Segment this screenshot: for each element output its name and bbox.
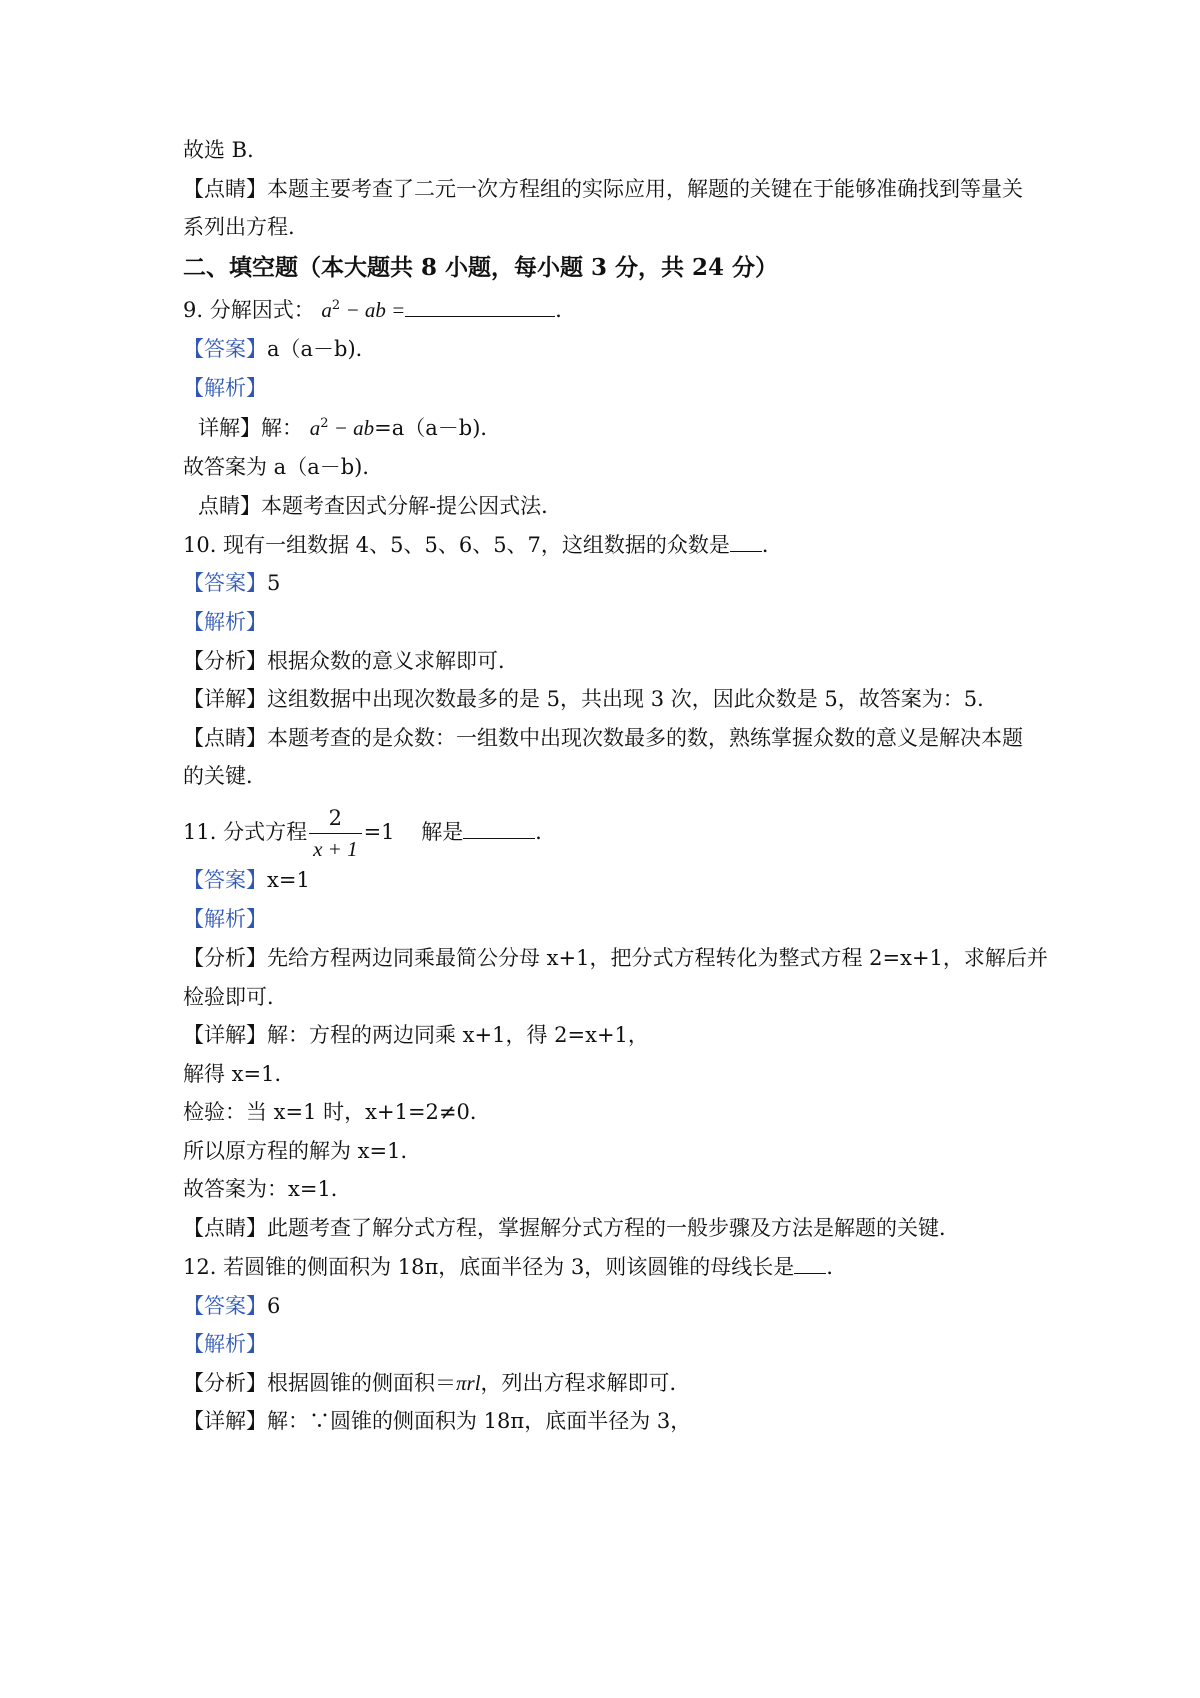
- analysis-label: 【解析】: [183, 1332, 267, 1356]
- step-line: 故答案为：x=1．: [183, 1177, 352, 1201]
- analysis-label: 【解析】: [183, 907, 267, 931]
- question-9: 9. 分解因式： $a^2$ − ab = ．: [183, 298, 577, 322]
- detail-line: 【详解】解：∵圆锥的侧面积为 18π，底面半径为 3，: [183, 1409, 692, 1433]
- detail-line: 详解】解： $a^2 - ab=a(a-b)$．: [198, 416, 502, 440]
- question-12: 12. 若圆锥的侧面积为 18π，底面半径为 3，则该圆锥的母线长是 ．: [183, 1255, 848, 1279]
- analysis-line: [183, 608, 267, 636]
- comment-label: 【点睛】: [183, 177, 267, 201]
- answer-label: 【答案】: [183, 337, 267, 361]
- detail-line: 【详解】解：方程的两边同乘 x+1，得 2=x+1，: [183, 1023, 649, 1047]
- paragraph: 故选 B．: [183, 138, 269, 162]
- answer-label: 【答案】: [183, 571, 267, 595]
- section-heading: 二、填空题（本大题共 8 小题，每小题 3 分，共 24 分）: [183, 254, 779, 281]
- step-line: 检验：当 x=1 时，x+1=2≠0．: [183, 1100, 491, 1124]
- paragraph: 【点睛】本题主要考查了二元一次方程组的实际应用，解题的关键在于能够准确找到等量关: [183, 177, 1023, 201]
- analysis-line: [183, 905, 267, 933]
- fraction: $\frac{2}{x + 1}$: [309, 803, 362, 864]
- fenxi-line: 【分析】先给方程两边同乘最简公分母 x+1，把分式方程转化为整式方程 2=x+1，求解后并: [183, 946, 1048, 970]
- answer-label: 【答案】: [183, 868, 267, 892]
- answer-blank: [405, 298, 555, 317]
- comment-line: 的关键．: [183, 764, 267, 788]
- comment-line: 点睛】本题考查因式分解-提公因式法．: [198, 494, 563, 518]
- answer-line: 【答案】a（a－b)．: [183, 337, 377, 361]
- answer-line: 【答案】6: [183, 1294, 281, 1318]
- answer-blank: [463, 820, 535, 839]
- answer-line: 【答案】5: [183, 571, 281, 595]
- step-line: 解得 x=1．: [183, 1062, 296, 1086]
- fenxi-line: 【分析】根据众数的意义求解即可．: [183, 649, 519, 673]
- analysis-line: [183, 374, 267, 402]
- answer-blank: [794, 1255, 826, 1274]
- answer-blank: [730, 533, 762, 552]
- answer-line: 【答案】x=1: [183, 868, 310, 892]
- fenxi-line: 检验即可．: [183, 985, 288, 1009]
- analysis-line: [183, 1330, 267, 1358]
- analysis-label: 【解析】: [183, 610, 267, 634]
- question-10: 10. 现有一组数据 4、5、5、6、5、7，这组数据的众数是 ．: [183, 533, 783, 557]
- comment-line: 【点睛】本题考查的是众数：一组数中出现次数最多的数，熟练掌握众数的意义是解决本题: [183, 726, 1023, 750]
- comment-line: 【点睛】此题考查了解分式方程，掌握解分式方程的一般步骤及方法是解题的关键．: [183, 1216, 960, 1240]
- step-line: 所以原方程的解为 x=1．: [183, 1139, 422, 1163]
- analysis-label: 【解析】: [183, 376, 267, 400]
- fenxi-line: 【分析】根据圆锥的侧面积＝πrl，列出方程求解即可．: [183, 1371, 691, 1395]
- answer-label: 【答案】: [183, 1294, 267, 1318]
- question-11: 11. 分式方程 $\frac{2}{x + 1}$ =1 解是 ．: [183, 803, 556, 864]
- paragraph: 系列出方程.: [183, 215, 295, 239]
- detail-line: 【详解】这组数据中出现次数最多的是 5，共出现 3 次，因此众数是 5，故答案为：5．: [183, 687, 999, 711]
- conclusion-line: 故答案为 a（a－b)．: [183, 455, 384, 479]
